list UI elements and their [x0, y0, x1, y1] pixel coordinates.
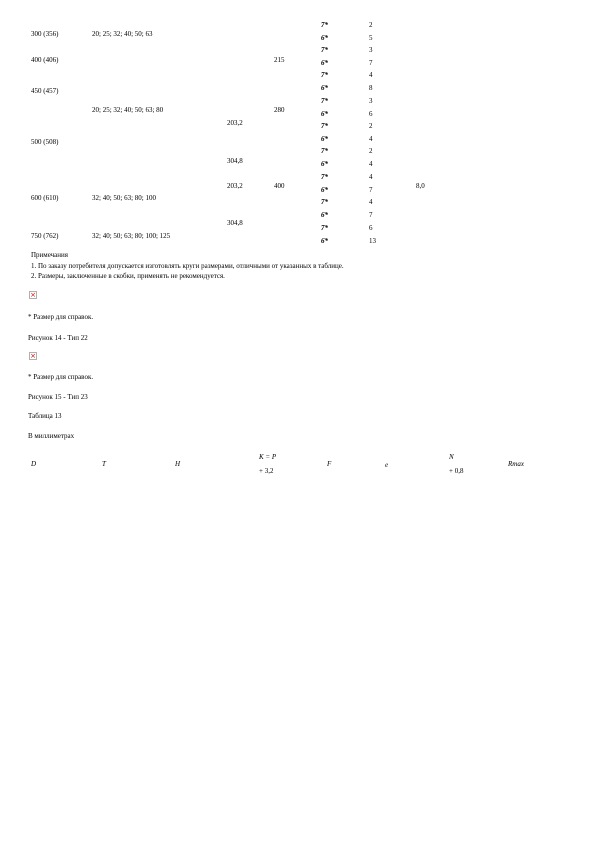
table13-title: Таблица 13 [28, 412, 62, 420]
cell-val-18: 13 [369, 237, 376, 245]
cell-t-3: 32; 40; 50; 63; 80; 100 [92, 194, 156, 202]
broken-image-icon: × [30, 352, 36, 360]
cell-h-2: 280 [274, 106, 285, 114]
cell-tol-9: 7* [321, 122, 328, 130]
cell-val-11: 2 [369, 147, 373, 155]
cell-d-1: 300 (356) [31, 30, 59, 38]
table13-units: В миллиметрах [28, 432, 75, 440]
cell-tol-14: 6* [321, 186, 328, 194]
cell-tol-5: 7* [321, 71, 328, 79]
cell-val-1: 2 [369, 21, 373, 29]
cell-d-6: 750 (762) [31, 232, 59, 240]
cell-tol-13: 7* [321, 173, 328, 181]
cell-tol-7: 7* [321, 97, 328, 105]
cell-val-16: 7 [369, 211, 373, 219]
header-e: e [385, 461, 389, 469]
cell-r-1: 8,0 [416, 182, 425, 190]
cell-d-2: 400 (406) [31, 56, 59, 64]
notes-title: Примечания [31, 251, 69, 259]
broken-image-icon: × [30, 291, 36, 299]
cell-tol-15: 7* [321, 198, 328, 206]
cell-tol-3: 7* [321, 46, 328, 54]
header-t: T [102, 460, 106, 468]
cell-tol-12: 6* [321, 160, 328, 168]
note-2: 2. Размеры, заключенные в скобки, применять не рекомендуется. [31, 272, 225, 280]
cell-val-14: 7 [369, 186, 373, 194]
cell-k-4: 304,8 [227, 219, 243, 227]
cell-val-13: 4 [369, 173, 373, 181]
cell-tol-16: 6* [321, 211, 328, 219]
cell-tol-6: 6* [321, 84, 328, 92]
cell-val-9: 2 [369, 122, 373, 130]
header-k-top: K = P [259, 453, 277, 461]
header-h: H [175, 460, 181, 468]
cell-k-1: 203,2 [227, 119, 243, 127]
header-k-bottom: + 3,2 [259, 467, 274, 475]
cell-val-7: 3 [369, 97, 373, 105]
cell-val-4: 7 [369, 59, 373, 67]
cell-h-3: 400 [274, 182, 285, 190]
header-n-bottom: + 0,8 [449, 467, 464, 475]
cell-tol-4: 6* [321, 59, 328, 67]
header-d: D [31, 460, 37, 468]
header-rmax: Rmax [508, 460, 524, 468]
cell-val-8: 6 [369, 110, 373, 118]
figure14-caption: Рисунок 14 - Тип 22 [28, 334, 88, 342]
header-f: F [327, 460, 332, 468]
cell-val-6: 8 [369, 84, 373, 92]
cell-tol-8: 6* [321, 110, 328, 118]
header-n-top: N [449, 453, 454, 461]
cell-tol-18: 6* [321, 237, 328, 245]
cell-tol-2: 6* [321, 34, 328, 42]
cell-tol-11: 7* [321, 147, 328, 155]
cell-k-2: 304,8 [227, 157, 243, 165]
cell-d-5: 600 (610) [31, 194, 59, 202]
note-1: 1. По заказу потребителя допускается изготовлять круги размерами, отличными от указанных в таблице. [31, 262, 344, 270]
cell-d-4: 500 (508) [31, 138, 59, 146]
cell-tol-17: 7* [321, 224, 328, 232]
cell-t-1: 20; 25; 32; 40; 50; 63 [92, 30, 153, 38]
cell-val-12: 4 [369, 160, 373, 168]
cell-t-4: 32; 40; 50; 63; 80; 100; 125 [92, 232, 171, 240]
figure14-footnote: * Размер для справок. [28, 313, 94, 321]
cell-k-3: 203,2 [227, 182, 243, 190]
cell-val-15: 4 [369, 198, 373, 206]
cell-h-1: 215 [274, 56, 285, 64]
cell-val-3: 3 [369, 46, 373, 54]
cell-val-10: 4 [369, 135, 373, 143]
cell-val-2: 5 [369, 34, 373, 42]
cell-tol-10: 6* [321, 135, 328, 143]
figure15-footnote: * Размер для справок. [28, 373, 94, 381]
figure15-caption: Рисунок 15 - Тип 23 [28, 393, 88, 401]
cell-val-17: 6 [369, 224, 373, 232]
cell-d-3: 450 (457) [31, 87, 59, 95]
cell-tol-1: 7* [321, 21, 328, 29]
cell-val-5: 4 [369, 71, 373, 79]
cell-t-2: 20; 25; 32; 40; 50; 63; 80 [92, 106, 164, 114]
